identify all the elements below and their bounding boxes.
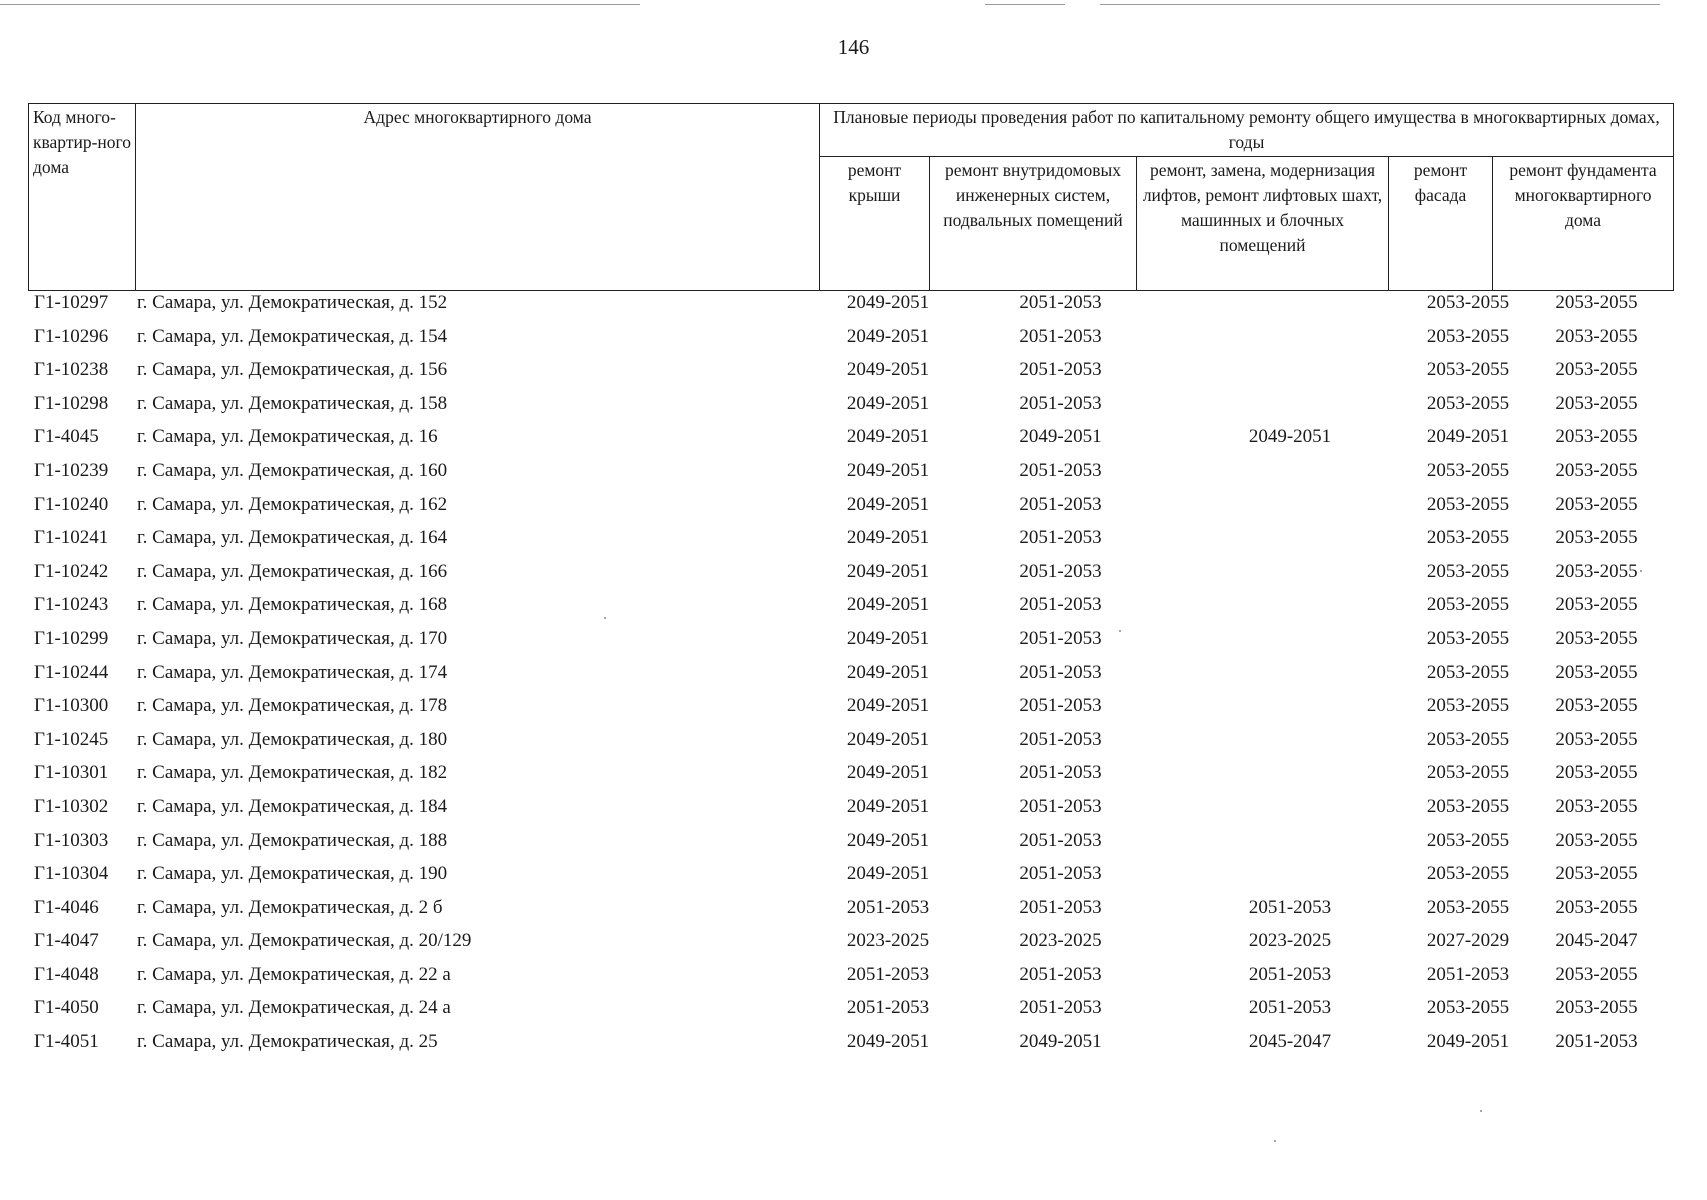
cell-code: Г1-10242 <box>34 560 109 582</box>
scan-artifact-line <box>985 4 1065 5</box>
header-lifts: ремонт, замена, модернизация лифтов, ремонт лифтовых шахт, машинных и блочных помещений <box>1137 157 1389 291</box>
table-row <box>28 523 1673 557</box>
cell-foundation: 2053-2055 <box>1555 459 1638 481</box>
cell-code: Г1-4045 <box>34 426 99 448</box>
cell-systems: 2051-2053 <box>1019 829 1102 851</box>
cell-facade: 2053-2055 <box>1426 728 1510 750</box>
header-foundation: ремонт фундамента многоквартирного дома <box>1493 157 1674 291</box>
cell-roof: 2051-2053 <box>846 896 930 918</box>
cell-code: Г1-4051 <box>34 1031 99 1053</box>
cell-facade: 2053-2055 <box>1426 527 1510 549</box>
cell-facade: 2053-2055 <box>1426 627 1510 649</box>
table-row <box>28 926 1673 960</box>
cell-facade: 2053-2055 <box>1426 325 1510 347</box>
cell-foundation: 2053-2055 <box>1555 594 1638 616</box>
cell-systems: 2051-2053 <box>1019 728 1102 750</box>
cell-code: Г1-10244 <box>34 661 109 683</box>
cell-code: Г1-4050 <box>34 997 99 1019</box>
cell-systems: 2051-2053 <box>1019 627 1102 649</box>
cell-address: г. Самара, ул. Демократическая, д. 178 <box>137 695 448 717</box>
cell-address: г. Самара, ул. Демократическая, д. 160 <box>137 459 448 481</box>
cell-facade: 2053-2055 <box>1426 863 1510 885</box>
header-systems: ремонт внутридомовых инженерных систем, подвальных помещений <box>930 157 1137 291</box>
cell-facade: 2053-2055 <box>1426 493 1510 515</box>
scan-speck <box>1119 630 1121 632</box>
cell-roof: 2049-2051 <box>846 392 930 414</box>
cell-code: Г1-10300 <box>34 695 109 717</box>
cell-facade: 2027-2029 <box>1426 930 1510 952</box>
cell-roof: 2049-2051 <box>846 863 930 885</box>
cell-roof: 2049-2051 <box>846 527 930 549</box>
cell-facade: 2053-2055 <box>1426 560 1510 582</box>
cell-roof: 2049-2051 <box>846 594 930 616</box>
cell-address: г. Самара, ул. Демократическая, д. 166 <box>137 560 448 582</box>
header-facade: ремонт фасада <box>1389 157 1493 291</box>
cell-foundation: 2053-2055 <box>1555 560 1638 582</box>
cell-address: г. Самара, ул. Демократическая, д. 152 <box>137 292 448 313</box>
scan-speck <box>604 617 606 619</box>
cell-foundation: 2053-2055 <box>1555 795 1638 817</box>
cell-address: г. Самара, ул. Демократическая, д. 156 <box>137 359 448 381</box>
cell-code: Г1-4047 <box>34 930 99 952</box>
cell-facade: 2053-2055 <box>1426 896 1510 918</box>
cell-systems: 2051-2053 <box>1019 594 1102 616</box>
table-row <box>28 725 1673 759</box>
cell-roof: 2051-2053 <box>846 963 930 985</box>
cell-facade: 2053-2055 <box>1426 829 1510 851</box>
cell-roof: 2049-2051 <box>846 829 930 851</box>
cell-foundation: 2053-2055 <box>1555 661 1638 683</box>
cell-systems: 2051-2053 <box>1019 896 1102 918</box>
table-row <box>28 758 1673 792</box>
cell-roof: 2049-2051 <box>846 661 930 683</box>
cell-facade: 2053-2055 <box>1426 661 1510 683</box>
cell-foundation: 2053-2055 <box>1555 728 1638 750</box>
cell-systems: 2051-2053 <box>1019 795 1102 817</box>
cell-systems: 2049-2051 <box>1019 426 1102 448</box>
table-row <box>28 658 1673 692</box>
cell-roof: 2049-2051 <box>846 728 930 750</box>
table-row <box>28 826 1673 860</box>
scan-speck <box>1480 1110 1482 1112</box>
scan-artifact-line <box>0 4 640 5</box>
cell-address: г. Самара, ул. Демократическая, д. 2 б <box>137 896 443 918</box>
cell-foundation: 2053-2055 <box>1555 359 1638 381</box>
cell-systems: 2049-2051 <box>1019 1031 1102 1053</box>
scan-speck <box>1274 1140 1276 1142</box>
table-row <box>28 590 1673 624</box>
cell-foundation: 2053-2055 <box>1555 762 1638 784</box>
cell-code: Г1-10243 <box>34 594 109 616</box>
table-row <box>28 422 1673 456</box>
cell-foundation: 2051-2053 <box>1555 1031 1638 1053</box>
cell-code: Г1-10298 <box>34 392 109 414</box>
header-code: Код много-квартир-ного дома <box>29 104 136 291</box>
cell-code: Г1-10245 <box>34 728 109 750</box>
cell-address: г. Самара, ул. Демократическая, д. 164 <box>137 527 448 549</box>
cell-roof: 2049-2051 <box>846 695 930 717</box>
cell-address: г. Самара, ул. Демократическая, д. 184 <box>137 795 448 817</box>
cell-foundation: 2053-2055 <box>1555 963 1638 985</box>
cell-code: Г1-10303 <box>34 829 109 851</box>
cell-address: г. Самара, ул. Демократическая, д. 158 <box>137 392 448 414</box>
cell-address: г. Самара, ул. Демократическая, д. 22 а <box>137 963 451 985</box>
cell-lifts: 2051-2053 <box>1248 997 1332 1019</box>
cell-code: Г1-10299 <box>34 627 109 649</box>
cell-systems: 2051-2053 <box>1019 325 1102 347</box>
cell-foundation: 2053-2055 <box>1555 997 1638 1019</box>
cell-roof: 2049-2051 <box>846 795 930 817</box>
table-header <box>28 103 1674 291</box>
table-body <box>28 288 1673 1061</box>
cell-facade: 2049-2051 <box>1426 1031 1510 1053</box>
cell-foundation: 2053-2055 <box>1555 493 1638 515</box>
cell-foundation: 2053-2055 <box>1555 527 1638 549</box>
table-row <box>28 792 1673 826</box>
table-row <box>28 624 1673 658</box>
cell-foundation: 2053-2055 <box>1555 896 1638 918</box>
cell-facade: 2053-2055 <box>1426 392 1510 414</box>
cell-address: г. Самара, ул. Демократическая, д. 174 <box>137 661 448 683</box>
cell-address: г. Самара, ул. Демократическая, д. 24 а <box>137 997 451 1019</box>
cell-facade: 2053-2055 <box>1426 795 1510 817</box>
cell-address: г. Самара, ул. Демократическая, д. 162 <box>137 493 448 515</box>
cell-code: Г1-10240 <box>34 493 109 515</box>
cell-systems: 2051-2053 <box>1019 392 1102 414</box>
cell-code: Г1-4046 <box>34 896 99 918</box>
cell-systems: 2051-2053 <box>1019 560 1102 582</box>
cell-facade: 2051-2053 <box>1426 963 1510 985</box>
cell-roof: 2051-2053 <box>846 997 930 1019</box>
table-row <box>28 859 1673 893</box>
cell-systems: 2051-2053 <box>1019 359 1102 381</box>
scan-artifact-line <box>1100 4 1660 5</box>
cell-address: г. Самара, ул. Демократическая, д. 180 <box>137 728 448 750</box>
cell-address: г. Самара, ул. Демократическая, д. 16 <box>137 426 438 448</box>
cell-roof: 2023-2025 <box>846 930 930 952</box>
table-row <box>28 456 1673 490</box>
table-row <box>28 960 1673 994</box>
cell-roof: 2049-2051 <box>846 359 930 381</box>
cell-foundation: 2053-2055 <box>1555 292 1638 313</box>
cell-code: Г1-10304 <box>34 863 109 885</box>
cell-code: Г1-10302 <box>34 795 109 817</box>
cell-systems: 2023-2025 <box>1019 930 1102 952</box>
cell-roof: 2049-2051 <box>846 560 930 582</box>
cell-systems: 2051-2053 <box>1019 527 1102 549</box>
cell-facade: 2053-2055 <box>1426 762 1510 784</box>
cell-address: г. Самара, ул. Демократическая, д. 188 <box>137 829 448 851</box>
cell-facade: 2049-2051 <box>1426 426 1510 448</box>
cell-systems: 2051-2053 <box>1019 661 1102 683</box>
cell-code: Г1-10238 <box>34 359 109 381</box>
cell-lifts: 2051-2053 <box>1248 896 1332 918</box>
cell-roof: 2049-2051 <box>846 627 930 649</box>
cell-facade: 2053-2055 <box>1426 594 1510 616</box>
cell-facade: 2053-2055 <box>1426 359 1510 381</box>
table-row <box>28 322 1673 356</box>
cell-foundation: 2045-2047 <box>1555 930 1638 952</box>
cell-address: г. Самара, ул. Демократическая, д. 20/129 <box>137 930 472 952</box>
cell-address: г. Самара, ул. Демократическая, д. 168 <box>137 594 448 616</box>
cell-roof: 2049-2051 <box>846 426 930 448</box>
cell-address: г. Самара, ул. Демократическая, д. 182 <box>137 762 448 784</box>
cell-code: Г1-10296 <box>34 325 109 347</box>
cell-systems: 2051-2053 <box>1019 459 1102 481</box>
cell-systems: 2051-2053 <box>1019 493 1102 515</box>
cell-systems: 2051-2053 <box>1019 695 1102 717</box>
cell-code: Г1-4048 <box>34 963 99 985</box>
cell-foundation: 2053-2055 <box>1555 627 1638 649</box>
cell-lifts: 2023-2025 <box>1248 930 1332 952</box>
cell-systems: 2051-2053 <box>1019 292 1102 313</box>
table-row <box>28 490 1673 524</box>
table-row <box>28 1027 1673 1061</box>
header-roof: ремонт крыши <box>820 157 930 291</box>
table-row <box>28 355 1673 389</box>
cell-roof: 2049-2051 <box>846 459 930 481</box>
cell-foundation: 2053-2055 <box>1555 695 1638 717</box>
cell-foundation: 2053-2055 <box>1555 863 1638 885</box>
cell-code: Г1-10239 <box>34 459 109 481</box>
table-row <box>28 288 1673 322</box>
scan-speck <box>1640 570 1642 572</box>
cell-facade: 2053-2055 <box>1426 997 1510 1019</box>
cell-systems: 2051-2053 <box>1019 762 1102 784</box>
cell-address: г. Самара, ул. Демократическая, д. 25 <box>137 1031 438 1053</box>
header-address: Адрес многоквартирного дома <box>136 104 820 291</box>
cell-facade: 2053-2055 <box>1426 459 1510 481</box>
cell-address: г. Самара, ул. Демократическая, д. 154 <box>137 325 448 347</box>
cell-foundation: 2053-2055 <box>1555 426 1638 448</box>
cell-systems: 2051-2053 <box>1019 963 1102 985</box>
header-planned-periods: Плановые периоды проведения работ по капитальному ремонту общего имущества в многоквартирных домах, годы <box>820 104 1674 157</box>
cell-facade: 2053-2055 <box>1426 695 1510 717</box>
cell-lifts: 2049-2051 <box>1248 426 1332 448</box>
cell-code: Г1-10241 <box>34 527 109 549</box>
table-row <box>28 993 1673 1027</box>
cell-foundation: 2053-2055 <box>1555 829 1638 851</box>
cell-roof: 2049-2051 <box>846 762 930 784</box>
cell-code: Г1-10297 <box>34 292 109 313</box>
cell-roof: 2049-2051 <box>846 1031 930 1053</box>
cell-foundation: 2053-2055 <box>1555 392 1638 414</box>
table-row <box>28 557 1673 591</box>
table-row <box>28 691 1673 725</box>
cell-facade: 2053-2055 <box>1426 292 1510 313</box>
table-row <box>28 389 1673 423</box>
cell-code: Г1-10301 <box>34 762 109 784</box>
cell-lifts: 2045-2047 <box>1248 1031 1332 1053</box>
cell-systems: 2051-2053 <box>1019 863 1102 885</box>
cell-roof: 2049-2051 <box>846 292 930 313</box>
cell-lifts: 2051-2053 <box>1248 963 1332 985</box>
cell-address: г. Самара, ул. Демократическая, д. 170 <box>137 627 448 649</box>
cell-roof: 2049-2051 <box>846 325 930 347</box>
cell-foundation: 2053-2055 <box>1555 325 1638 347</box>
cell-systems: 2051-2053 <box>1019 997 1102 1019</box>
cell-address: г. Самара, ул. Демократическая, д. 190 <box>137 863 448 885</box>
cell-roof: 2049-2051 <box>846 493 930 515</box>
table-row <box>28 893 1673 927</box>
page-number: 146 <box>837 35 870 59</box>
